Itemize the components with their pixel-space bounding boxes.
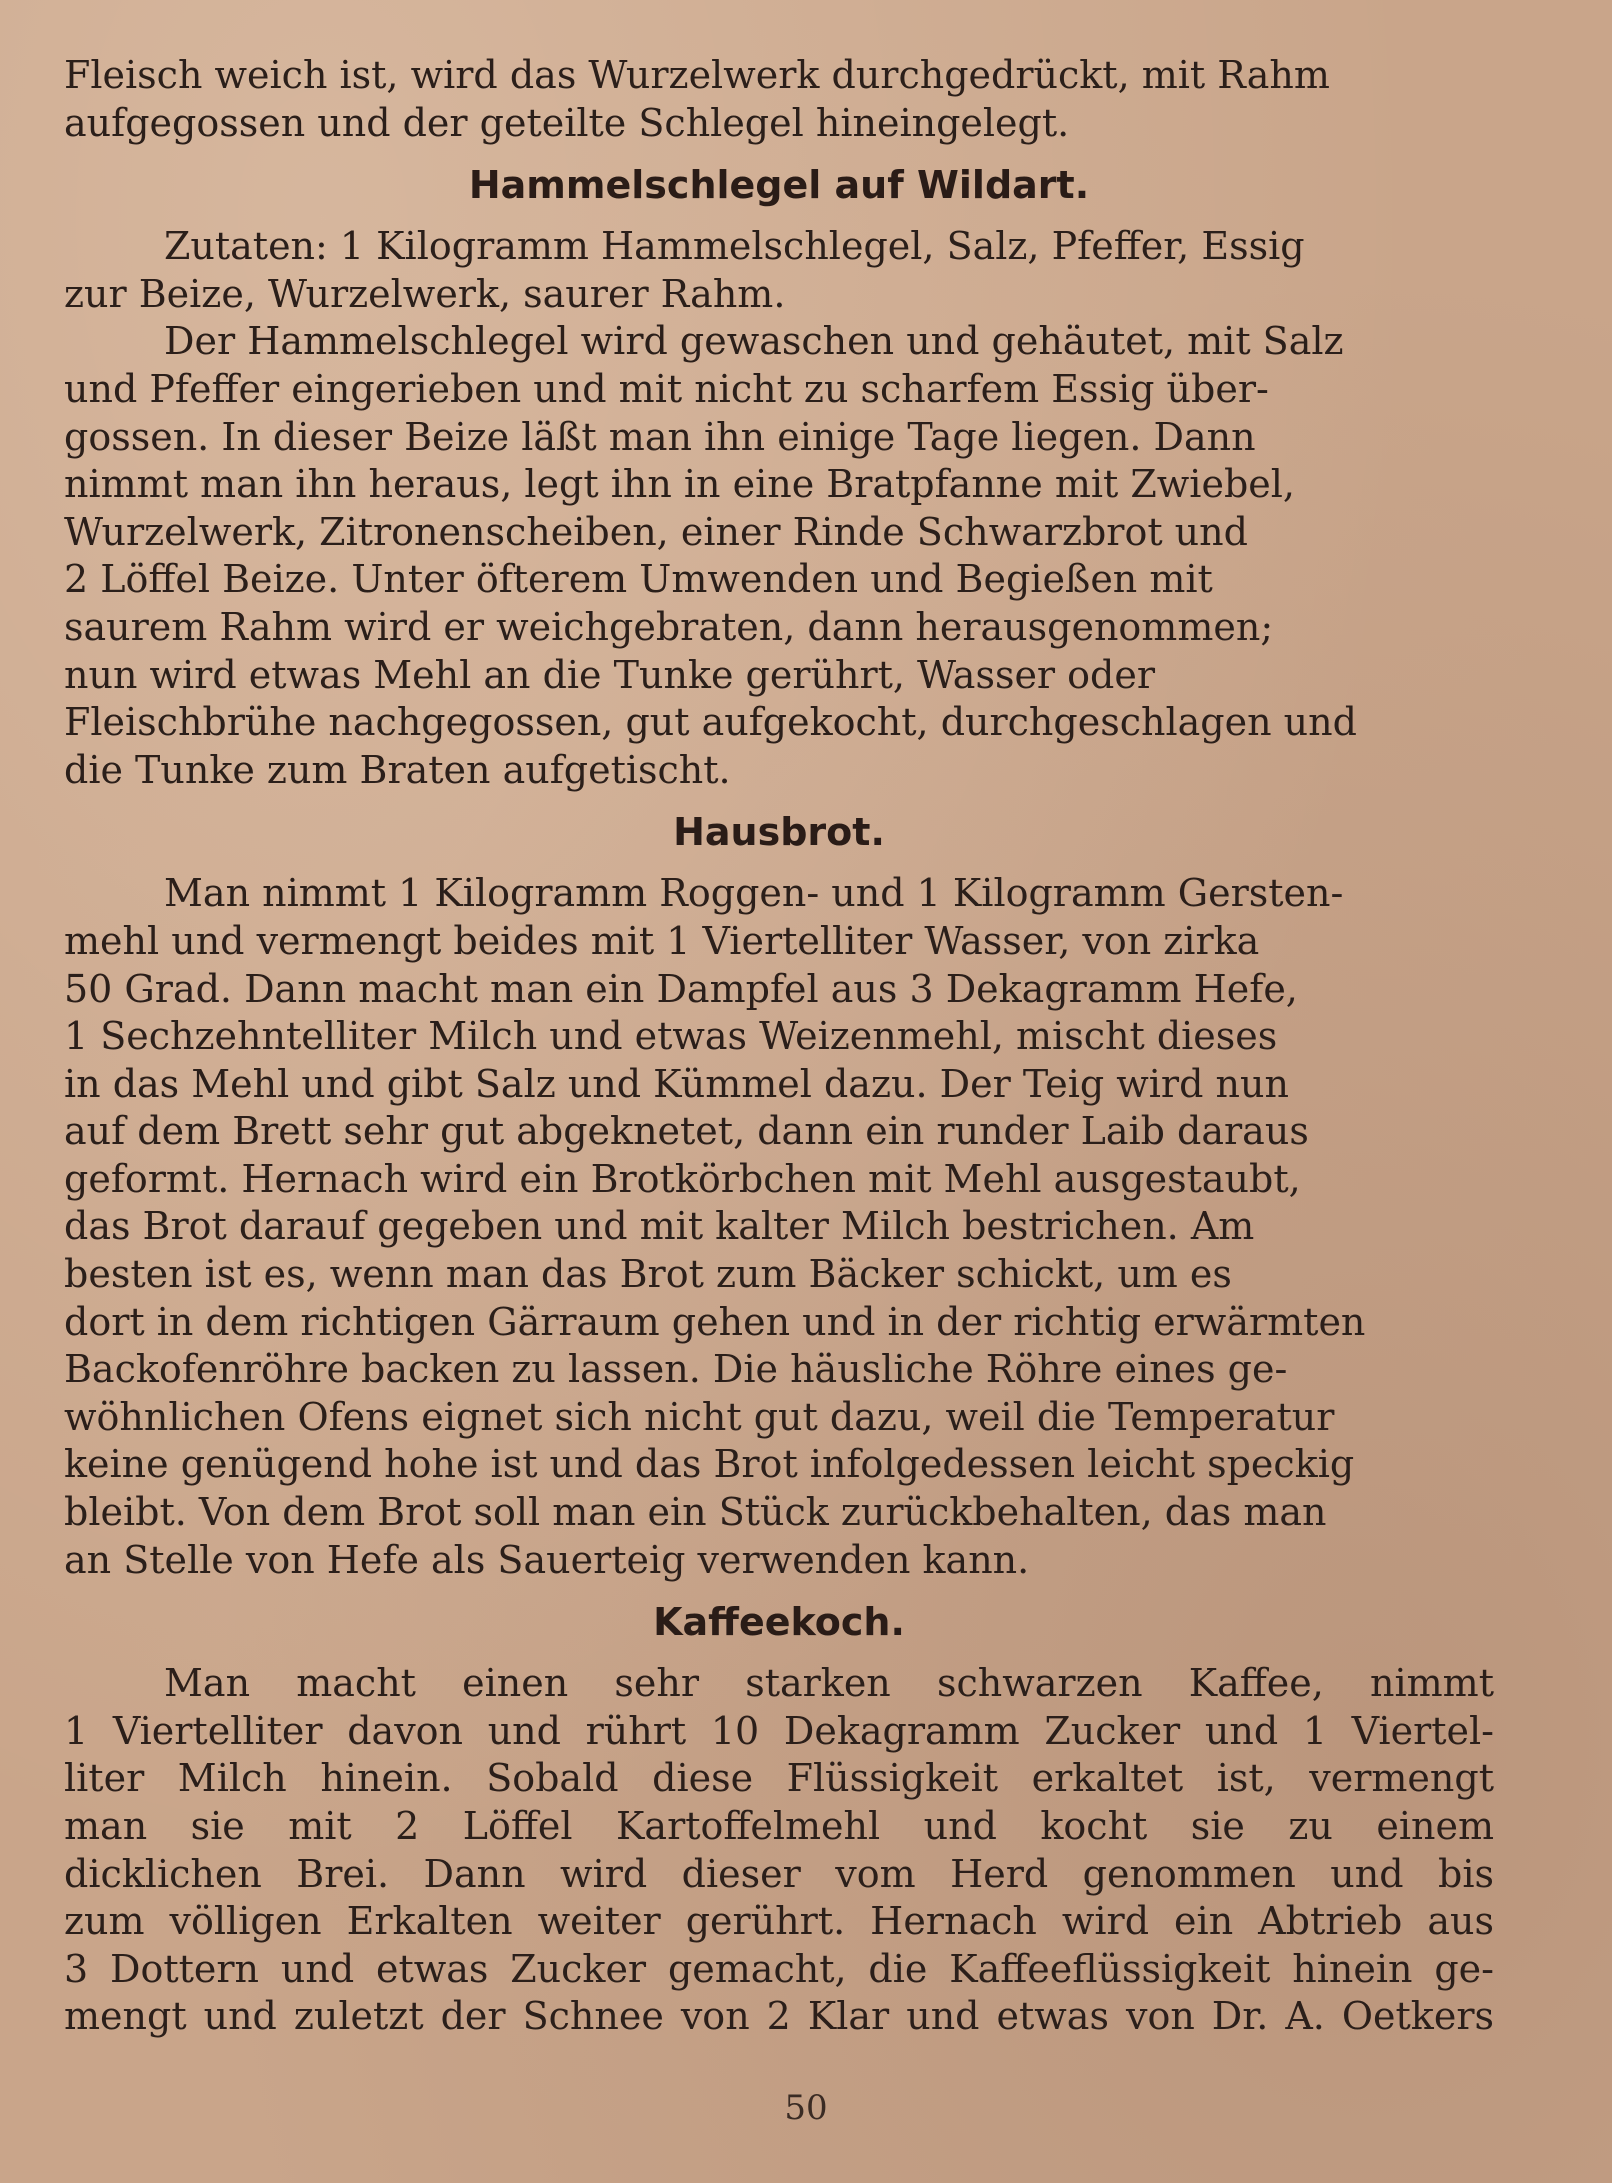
text-line: wöhnlichen Ofens eignet sich nicht gut dazu, weil die Temperatur	[64, 1394, 1335, 1439]
recipe-title-kaffeekoch: Kaffeekoch.	[653, 1600, 905, 1645]
page-number: 50	[784, 2088, 828, 2128]
text-line: zum völligen Erkalten weiter gerührt. Hernach wird ein Abtrieb aus	[64, 1899, 1494, 1944]
text-line: Wurzelwerk, Zitronenscheiben, einer Rinde Schwarzbrot und	[64, 509, 1248, 554]
text-line: dicklichen Brei. Dann wird dieser vom Herd genommen und bis	[64, 1851, 1494, 1896]
text-line: mengt und zuletzt der Schnee von 2 Klar und etwas von Dr. A. Oetkers	[64, 1994, 1494, 2039]
hammelschlegel-ingredients	[64, 223, 1494, 318]
text-line: 1 Sechzehntelliter Milch und etwas Weizenmehl, mischt dieses	[64, 1014, 1278, 1059]
text-line: in das Mehl und gibt Salz und Kümmel dazu. Der Teig wird nun	[64, 1061, 1289, 1106]
text-line: Der Hammelschlegel wird gewaschen und gehäutet, mit Salz	[164, 319, 1344, 364]
text-line: 3 Dottern und etwas Zucker gemacht, die Kaffeeflüssigkeit hinein ge-	[64, 1946, 1494, 1991]
text-line: aufgegossen und der geteilte Schlegel hineingelegt.	[64, 100, 1070, 145]
text-line: die Tunke zum Braten aufgetischt.	[64, 747, 731, 792]
text-line: Man macht einen sehr starken schwarzen Kaffee, nimmt	[164, 1661, 1494, 1706]
text-line: bleibt. Von dem Brot soll man ein Stück zurückbehalten, das man	[64, 1490, 1327, 1535]
text-line: gossen. In dieser Beize läßt man ihn einige Tage liegen. Dann	[64, 414, 1256, 459]
recipe-title-hausbrot: Hausbrot.	[673, 810, 885, 855]
text-line: zur Beize, Wurzelwerk, saurer Rahm.	[64, 271, 786, 316]
text-line: und Pfeffer eingerieben und mit nicht zu scharfem Essig über-	[64, 366, 1269, 411]
text-line: saurem Rahm wird er weichgebraten, dann herausgenommen;	[64, 604, 1274, 649]
text-line: 50 Grad. Dann macht man ein Dampfel aus 3 Dekagramm Hefe,	[64, 966, 1298, 1011]
text-line: geformt. Hernach wird ein Brotkörbchen mit Mehl ausgestaubt,	[64, 1156, 1301, 1201]
text-line: Fleisch weich ist, wird das Wurzelwerk durchgedrückt, mit Rahm	[64, 53, 1330, 97]
text-line: 2 Löffel Beize. Unter öfterem Umwenden und Begießen mit	[64, 557, 1213, 602]
text-line: auf dem Brett sehr gut abgeknetet, dann ein runder Laib daraus	[64, 1109, 1309, 1154]
text-line: nun wird etwas Mehl an die Tunke gerührt, Wasser oder	[64, 652, 1156, 697]
hammelschlegel-instructions	[64, 318, 1494, 794]
kaffeekoch-instructions	[64, 1660, 1494, 2041]
intro-continuation	[64, 52, 1494, 147]
text-line: dort in dem richtigen Gärraum gehen und in der richtig erwärmten	[64, 1299, 1366, 1344]
text-line: Backofenröhre backen zu lassen. Die häusliche Röhre eines ge-	[64, 1347, 1288, 1392]
text-line: besten ist es, wenn man das Brot zum Bäcker schickt, um es	[64, 1252, 1232, 1297]
text-line: 1 Viertelliter davon und rührt 10 Dekagramm Zucker und 1 Viertel-	[64, 1708, 1494, 1753]
recipe-title-hammelschlegel: Hammelschlegel auf Wildart.	[468, 163, 1090, 208]
text-line: das Brot darauf gegeben und mit kalter Milch bestrichen. Am	[64, 1204, 1255, 1249]
text-line: nimmt man ihn heraus, legt ihn in eine Bratpfanne mit Zwiebel,	[64, 462, 1295, 507]
text-line: liter Milch hinein. Sobald diese Flüssigkeit erkaltet ist, vermengt	[64, 1756, 1494, 1801]
text-line: an Stelle von Hefe als Sauerteig verwenden kann.	[64, 1537, 1030, 1582]
text-line: Fleischbrühe nachgegossen, gut aufgekocht, durchgeschlagen und	[64, 700, 1357, 745]
text-line: Man nimmt 1 Kilogramm Roggen- und 1 Kilogramm Gersten-	[164, 871, 1344, 916]
book-page	[64, 52, 1494, 2132]
hausbrot-instructions	[64, 870, 1494, 1584]
text-line: keine genügend hohe ist und das Brot infolgedessen leicht speckig	[64, 1442, 1355, 1487]
text-line: mehl und vermengt beides mit 1 Viertelliter Wasser, von zirka	[64, 918, 1260, 963]
text-line: man sie mit 2 Löffel Kartoffelmehl und kocht sie zu einem	[64, 1804, 1494, 1848]
text-line: Zutaten: 1 Kilogramm Hammelschlegel, Salz, Pfeffer, Essig	[164, 224, 1305, 269]
